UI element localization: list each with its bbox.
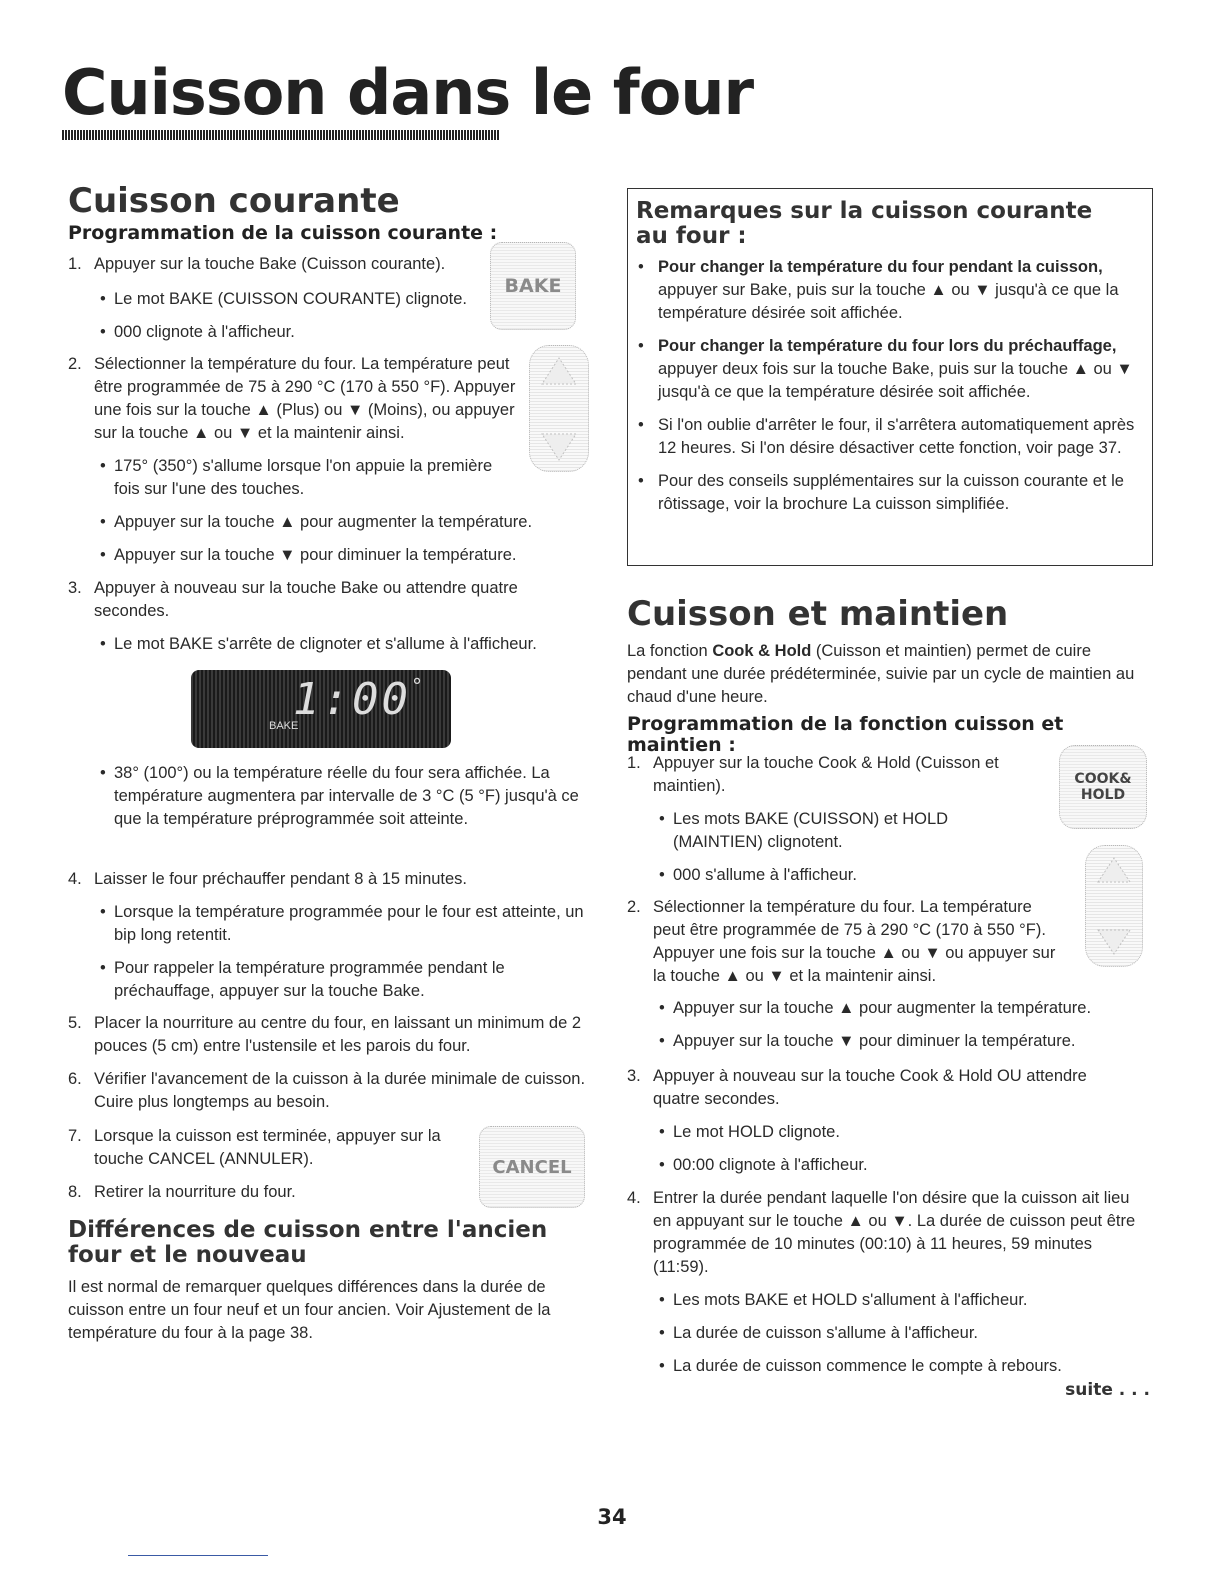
right-step-2 [627, 896, 1067, 996]
left-step-1 [68, 253, 488, 354]
step-number: 5. [68, 1014, 82, 1032]
list-item [68, 957, 588, 1003]
intro-bold: Cook & Hold [712, 642, 812, 660]
bullet-text: Le mot HOLD clignote. [673, 1123, 840, 1141]
step-text: Appuyer sur la touche Cook & Hold (Cuisson et maintien). [653, 754, 999, 795]
bullet-text: Les mots BAKE et HOLD s'allument à l'afficheur. [673, 1291, 1028, 1309]
note-bold: Pour changer la température du four lors du préchauffage, [658, 337, 1117, 355]
bullet-text: 175° (350°) s'allume lorsque l'on appuie la première fois sur l'une des touches. [114, 457, 493, 498]
page-number: 34 [597, 1505, 627, 1529]
footer-rule [128, 1555, 268, 1556]
notes-list [628, 256, 1143, 516]
list-item [627, 808, 973, 854]
intro-text: (Cuisson et maintien) permet de cuire pendant une durée prédéterminée, suivie par un cycle de maintien au chaud d'une heure. [627, 642, 1135, 706]
step-number: 2. [627, 898, 641, 916]
step-number: 6. [68, 1070, 82, 1088]
left-column [68, 183, 598, 243]
step-number: 3. [627, 1067, 641, 1085]
list-item [68, 633, 588, 656]
section-heading-differences: Différences de cuisson entre l'ancien four et le nouveau [68, 1217, 548, 1268]
step-text: Lorsque la cuisson est terminée, appuyer sur la touche CANCEL (ANNULER). [94, 1127, 441, 1168]
step-text: Placer la nourriture au centre du four, en laissant un minimum de 2 pouces (5 cm) entre l'ustensile et les parois du four. [94, 1014, 582, 1055]
list-item [68, 288, 488, 311]
bullet-text: Les mots BAKE (CUISSON) et HOLD (MAINTIEN) clignotent. [673, 810, 949, 851]
step-number: 3. [68, 579, 82, 597]
list-item [68, 901, 588, 947]
step-text: Retirer la nourriture du four. [94, 1183, 296, 1201]
section-heading-cuisson-maintien: Cuisson et maintien [627, 594, 1009, 634]
bullet-text: Appuyer sur la touche ▼ pour diminuer la température. [673, 1032, 1076, 1050]
intro-text: La fonction [627, 642, 713, 660]
bullet-text: 000 s'allume à l'afficheur. [673, 866, 857, 884]
step-text: Laisser le four préchauffer pendant 8 à 15 minutes. [94, 870, 468, 888]
cook-hold-section [627, 596, 1157, 633]
list-item [627, 1355, 1137, 1378]
right-step-3 [627, 1065, 1127, 1187]
left-step-4 [68, 868, 588, 1013]
bullet-text: Pour rappeler la température programmée pendant le préchauffage, appuyer sur la touche Bake. [114, 959, 505, 1000]
list-item [627, 1322, 1137, 1345]
bullet-text: Appuyer sur la touche ▲ pour augmenter la température. [114, 513, 533, 531]
oven-display-illustration [191, 670, 451, 748]
left-step-2 [68, 353, 518, 453]
list-item [68, 455, 494, 501]
bullet-text: La durée de cuisson commence le compte à rebours. [673, 1357, 1062, 1375]
list-item [68, 544, 588, 567]
bullet-text: Le mot BAKE s'arrête de clignoter et s'allume à l'afficheur. [114, 635, 537, 653]
note-text: Pour des conseils supplémentaires sur la cuisson courante et le rôtissage, voir la brochure La cuisson simplifiée. [658, 472, 1124, 513]
step-number: 7. [68, 1127, 82, 1145]
bullet-text: Appuyer sur la touche ▼ pour diminuer la température. [114, 546, 517, 564]
up-down-arrow-key-icon-right [1085, 845, 1143, 967]
right-step-4 [627, 1187, 1137, 1388]
list-item [627, 1154, 1127, 1177]
list-item [628, 335, 1143, 404]
list-item [68, 762, 588, 831]
arrow-key-graphic [1086, 846, 1142, 966]
display-digits: 1:00° [293, 674, 427, 725]
step-number: 4. [68, 870, 82, 888]
left-step-2-bullets [68, 455, 588, 577]
note-text: appuyer sur Bake, puis sur la touche ▲ ou ▼ jusqu'à ce que la température désirée soit affichée. [658, 281, 1119, 322]
step-text: Sélectionner la température du four. La température peut être programmée de 75 à 290 °C (170 à 550 °F). Appuyer une fois sur la touche ▲ (Plus) ou ▼ (Moins), ou appuyer sur la touche ▲ ou ▼ et la maintenir ainsi. [94, 355, 516, 442]
cook-hold-key-icon: COOK& HOLD [1059, 745, 1147, 829]
bullet-text: 00:00 clignote à l'afficheur. [673, 1156, 868, 1174]
display-bake-label: BAKE [269, 720, 299, 732]
right-step-1 [627, 752, 1047, 897]
note-text: Si l'on oublie d'arrêter le four, il s'arrêtera automatiquement après 12 heures. Si l'on désire désactiver cette fonction, voir page 37. [658, 416, 1135, 457]
list-item [628, 256, 1143, 325]
step-number: 1. [68, 255, 82, 273]
step-number: 8. [68, 1183, 82, 1201]
continued-label: suite . . . [1065, 1380, 1150, 1400]
step-number: 4. [627, 1189, 641, 1207]
bullet-text: Appuyer sur la touche ▲ pour augmenter la température. [673, 999, 1092, 1017]
list-item [628, 414, 1143, 460]
notes-title: Remarques sur la cuisson courante au four : [636, 198, 1093, 249]
left-steps-5-6 [68, 1012, 598, 1122]
step-text: Vérifier l'avancement de la cuisson à la durée minimale de cuisson. Cuire plus longtemps au besoin. [94, 1070, 586, 1111]
list-item [68, 321, 488, 344]
list-item [68, 511, 588, 534]
list-item [628, 470, 1143, 516]
bullet-text: Le mot BAKE (CUISSON COURANTE) clignote. [114, 290, 468, 308]
list-item [627, 997, 1147, 1020]
list-item [627, 1121, 1127, 1144]
notes-box [627, 188, 1153, 566]
note-text: appuyer deux fois sur la touche Bake, puis sur la touche ▲ ou ▼ jusqu'à ce que la température désirée soit affichée. [658, 360, 1133, 401]
subheading-programmation-courante: Programmation de la cuisson courante : [68, 221, 498, 244]
left-steps-7-8 [68, 1125, 448, 1212]
arrow-key-graphic [530, 346, 588, 471]
step-text: Appuyer sur la touche Bake (Cuisson courante). [94, 255, 446, 273]
step-number: 1. [627, 754, 641, 772]
list-item [627, 1030, 1147, 1053]
section-heading-cuisson-courante: Cuisson courante [68, 181, 400, 221]
bullet-text: Lorsque la température programmée pour le four est atteinte, un bip long retentit. [114, 903, 584, 944]
step-text: Entrer la durée pendant laquelle l'on désire que la cuisson ait lieu en appuyant sur le touche ▲ ou ▼. La durée de cuisson peut être programmée de 10 minutes (00:10) à 11 heures, 59 minutes (11:59). [653, 1189, 1136, 1276]
list-item [627, 1289, 1137, 1312]
note-bold: Pour changer la température du four pendant la cuisson, [658, 258, 1103, 276]
subheading-programmation-maintien: Programmation de la fonction cuisson et maintien : [627, 713, 1064, 756]
bullet-text: La durée de cuisson s'allume à l'afficheur. [673, 1324, 979, 1342]
step-text: Appuyer à nouveau sur la touche Cook & Hold OU attendre quatre secondes. [653, 1067, 1087, 1108]
list-item [627, 864, 1047, 887]
up-down-arrow-key-icon [529, 345, 589, 472]
right-step-2-bullets [627, 997, 1147, 1063]
step-number: 2. [68, 355, 82, 373]
cancel-key-icon: CANCEL [479, 1126, 585, 1208]
bullet-text: 000 clignote à l'afficheur. [114, 323, 295, 341]
step-text: Appuyer à nouveau sur la touche Bake ou attendre quatre secondes. [94, 579, 518, 620]
bullet-text: 38° (100°) ou la température réelle du four sera affichée. La température augmentera par intervalle de 3 °C (5 °F) jusqu'à ce que la température préprogrammée soit atteinte. [114, 764, 579, 828]
cook-hold-intro [627, 640, 1142, 709]
step-text: Sélectionner la température du four. La température peut être programmée de 75 à 290 °C (170 à 550 °F). Appuyer une fois sur la touche ▲ ou ▼ ou appuyer sur la touche ▲ ou ▼ et la maintenir ainsi. [653, 898, 1056, 985]
page-title: Cuisson dans le four [62, 56, 754, 129]
title-rule [62, 130, 500, 140]
display-bullets [68, 762, 588, 841]
bake-key-icon: BAKE [490, 242, 576, 330]
differences-paragraph: Il est normal de remarquer quelques différences dans la durée de cuisson entre un four neuf et un four ancien. Voir Ajustement de la température du four à la page 38. [68, 1278, 551, 1342]
differences-heading-block [68, 1218, 588, 1268]
left-step-3 [68, 577, 588, 666]
